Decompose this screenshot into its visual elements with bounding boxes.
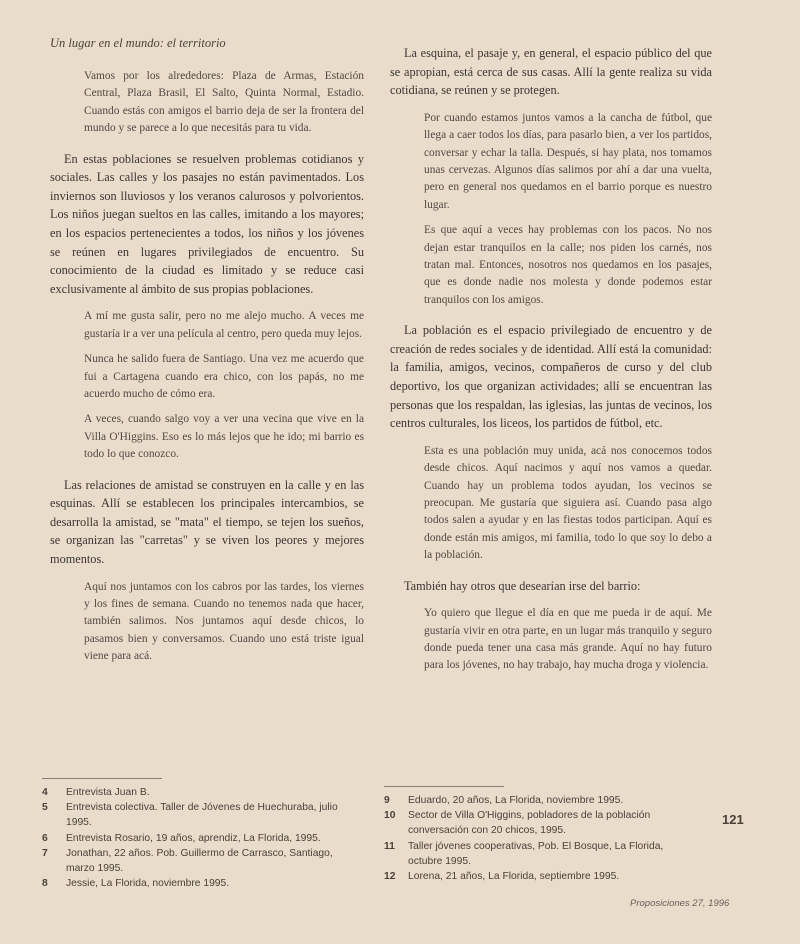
- body-paragraph: La población es el espacio privilegiado de encuentro y de creación de redes sociales y de identidad. Allí está la comunidad: la familia, amigos, vecinos, compañeros de curso y del club deportivo, los que organizan actividades; allí se encuentran las personas que los respaldan, las iglesias, las juntas de vecinos, los centros culturales, los liceos, los partidos de fútbol, etc.: [390, 323, 712, 431]
- footnote-text: Jessie, La Florida, noviembre 1995.: [66, 878, 230, 890]
- block-quote: [84, 579, 364, 666]
- quote-text: Yo quiero que llegue el día en que me pueda ir de aquí. Me gustaría vivir en otra parte, en un lugar más tranquilo y seguro donde pueda tener una casa más grande. Aquí no hay futuro para los jóvenes, no hay trabajo, hay mucha droga y violencia.: [424, 607, 712, 672]
- quote-text: Nunca he salido fuera de Santiago. Una vez me acuerdo que fui a Cartagena cuando era chico, con los papás, no me acuerdo mucho de cómo era.: [84, 353, 364, 400]
- footnote-rule: [384, 786, 504, 787]
- footnote-number: 4: [42, 787, 48, 798]
- block-quote: [84, 68, 364, 138]
- block-quote: [84, 308, 364, 463]
- footnote-text: Taller jóvenes cooperativas, Pob. El Bosque, La Florida, octubre 1995.: [408, 840, 664, 867]
- body-paragraph: Las relaciones de amistad se construyen en la calle y en las esquinas. Allí se establecen los principales intercambios, se desarrolla la amistad, se "mata" el tiempo, se tejen los sueños, se organizan las "carretas" y se viven los peores y mejores momentos.: [50, 477, 364, 566]
- quote-text: Por cuando estamos juntos vamos a la cancha de fútbol, que llega a caer todos los días, para pasarlo bien, a ver los partidos, conversar y echar la talla. Después, si hay plata, nos tomamos unas cervezas. Algunos días salimos por ahí a dar una vuelta, pero en general nos quedamos en el barrio porque es nuestro lugar.: [424, 111, 712, 211]
- footnote-number: 8: [42, 878, 48, 890]
- footnote-number: 7: [42, 847, 48, 859]
- footnote-number: 11: [384, 840, 395, 852]
- block-quote: [424, 110, 712, 309]
- footnote-number: 12: [384, 871, 396, 883]
- footnote-text: Entrevista Juan B.: [66, 787, 150, 798]
- footnote-text: Lorena, 21 años, La Florida, septiembre 1995.: [408, 871, 620, 883]
- footnote: [42, 831, 362, 846]
- body-paragraph: En estas poblaciones se resuelven problemas cotidianos y sociales. Las calles y los pasajes no están pavimentados. Los inviernos son lluviosos y los veranos calurosos y polvorientos. Los niños juegan sueltos en las calles, imitando a los mayores; en los espacios pertenecientes a todos, los niños y los jóvenes se reúnen en lugares privilegiados de encuentro. Su conocimiento de la ciudad es limitado y se reduce casi exclusivamente al ámbito de sus propias poblaciones.: [50, 151, 364, 296]
- quote-text: Esta es una población muy unida, acá nos conocemos todos desde chicos. Aquí nacimos y aquí nos vamos a quedar. Cuando hay un problema todos ayudan, los vecinos se preocupan. Me gustaría que siguiera así. Cuando pasa algo todos salen a ayudar y en las fiestas todos participan. Aquí es donde están mis amigos, mi familia, todo lo que soy lo debo a la población.: [424, 444, 712, 562]
- footnote: [42, 846, 362, 876]
- body-paragraph: La esquina, el pasaje y, en general, el espacio público del que se apropian, está cerca de sus casas. Allí la gente realiza su vida cotidiana, se reúnen y se protegen.: [390, 46, 712, 98]
- body-paragraph: También hay otros que desearían irse del barrio:: [404, 578, 641, 593]
- page-number: 121: [722, 812, 744, 827]
- footnote: [384, 839, 690, 869]
- block-quote: [424, 443, 712, 565]
- footnote-text: Sector de Villa O'Higgins, pobladores de la población conversación con 20 chicos, 1995.: [408, 810, 651, 837]
- footnote: [42, 876, 362, 891]
- footnote: [384, 793, 690, 808]
- footnote: [42, 785, 362, 800]
- footnote: [384, 808, 690, 838]
- journal-footer: Proposiciones 27, 1996: [630, 898, 730, 909]
- footnote: [384, 869, 690, 884]
- footnote-number: 10: [384, 810, 396, 822]
- quote-text: Aquí nos juntamos con los cabros por las tardes, los viernes y los fines de semana. Cuando no tenemos nada que hacer, también salimos. Nos juntamos aquí desde chicos, lo pasamos bien y conversamos. Cuando uno está triste igual viene para acá.: [84, 580, 364, 663]
- footnote-text: Eduardo, 20 años, La Florida, noviembre 1995.: [408, 795, 624, 806]
- footnote-rule: [42, 778, 162, 779]
- footnote-text: Entrevista colectiva. Taller de Jóvenes de Huechuraba, julio 1995.: [66, 802, 338, 829]
- footnote-number: 6: [42, 832, 48, 844]
- block-quote: [424, 605, 712, 675]
- quote-text: A mí me gusta salir, pero no me alejo mucho. A veces me gustaría ir a ver una película al centro, pero queda muy lejos.: [84, 310, 364, 340]
- footnote-text: Entrevista Rosario, 19 años, aprendiz, La Florida, 1995.: [66, 832, 321, 844]
- right-column: [390, 44, 712, 687]
- footnote: [42, 800, 362, 830]
- footnote-text: Jonathan, 22 años. Pob. Guillermo de Carrasco, Santiago, marzo 1995.: [66, 847, 333, 875]
- footnote-number: 5: [42, 802, 48, 814]
- footnotes-right: [384, 786, 690, 884]
- left-column: [50, 68, 364, 678]
- running-title: Un lugar en el mundo: el territorio: [50, 36, 226, 50]
- quote-text: Vamos por los alrededores: Plaza de Armas, Estación Central, Plaza Brasil, El Salto, Quinta Normal, Estadio. Cuando estás con amigos el barrio deja de ser la frontera del mundo y se parece a lo que necesitás para tu vida.: [84, 70, 364, 135]
- footnotes-left: [42, 778, 362, 891]
- quote-text: Es que aquí a veces hay problemas con los pacos. No nos dejan estar tranquilos en la calle; nos piden los carnés, nos tratan mal. Entonces, nosotros nos quedamos en los pasajes, que es donde nadie nos molesta y donde podemos estar tranquilos con los amigos.: [424, 224, 712, 306]
- footnote-number: 9: [384, 795, 390, 806]
- quote-text: A veces, cuando salgo voy a ver una vecina que vive en la Villa O'Higgins. Eso es lo más lejos que he ido; mi barrio es todo lo que conozco.: [84, 413, 364, 461]
